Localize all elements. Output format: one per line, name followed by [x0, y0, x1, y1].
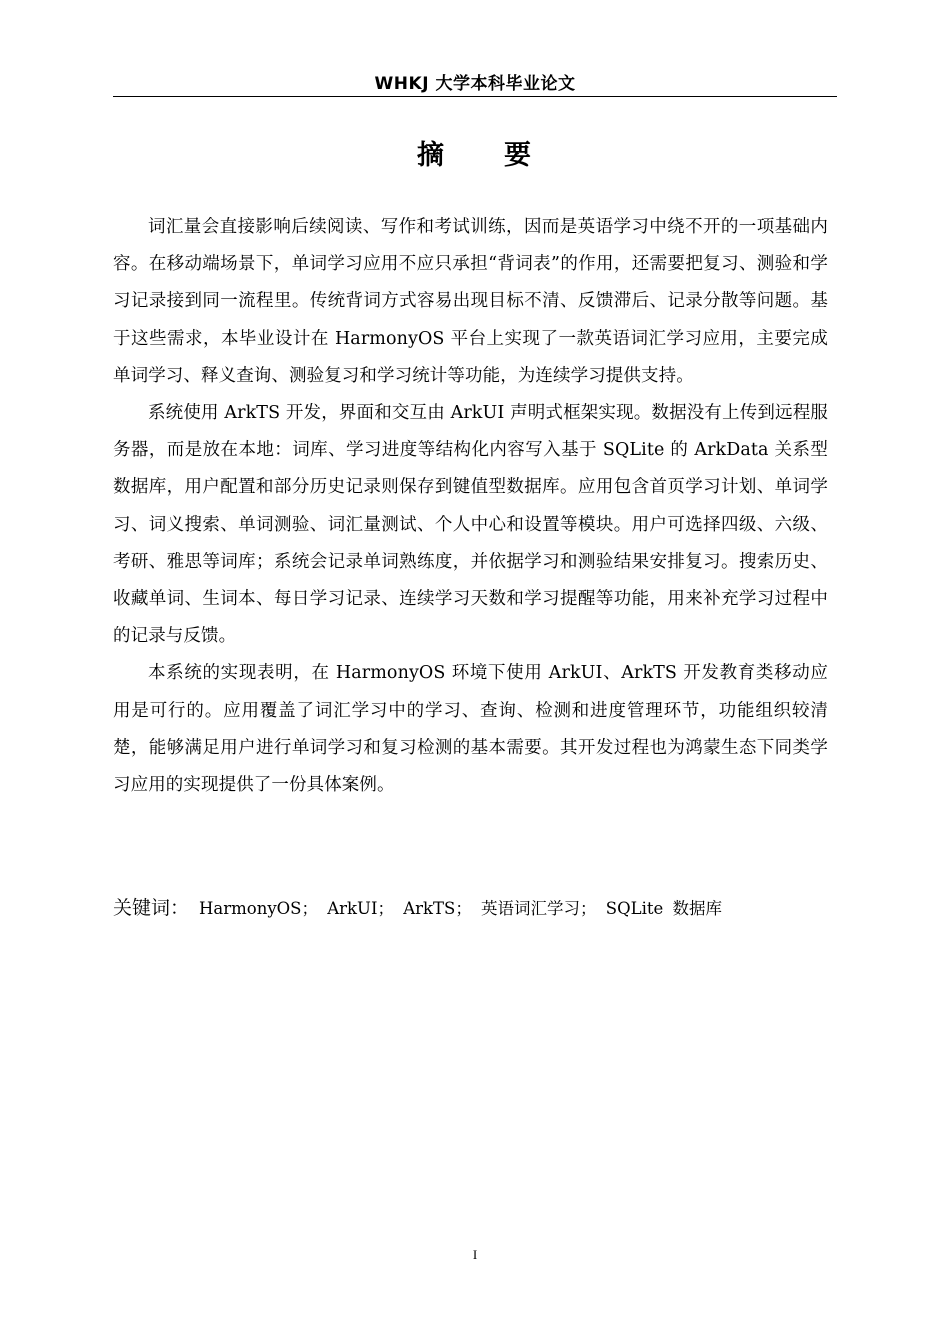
page-number: I — [472, 1247, 478, 1262]
abstract-paragraph-1: 词汇量会直接影响后续阅读、写作和考试训练，因而是英语学习中绕不开的一项基础内容。在移动端场景下，单词学习应用不应只承担“背词表”的作用，还需要把复习、测验和学习记录接到同一流程里。传统背词方式容易出现目标不清、反馈滞后、记录分散等问题。基于这些需求，本毕业设计在 HarmonyOS 平台上实现了一款英语词汇学习应用，主要完成单词学习、释义查询、测验复习和学习统计等功能，为连续学习提供支持。 — [113, 217, 828, 386]
abstract-paragraph-3: 本系统的实现表明，在 HarmonyOS 环境下使用 ArkUI、ArkTS 开发教育类移动应用是可行的。应用覆盖了词汇学习中的学习、查询、检测和进度管理环节，功能组织较清楚，能够满足用户进行单词学习和复习检测的基本需要。其开发过程也为鸿蒙生态下同类学习应用的实现提供了一份具体案例。 — [113, 663, 828, 796]
abstract-body — [113, 209, 828, 804]
page-header: WHKJ 大学本科毕业论文 — [374, 74, 576, 94]
keywords-label: 关键词： — [113, 897, 190, 919]
keywords-values: HarmonyOS； ArkUI； ArkTS； 英语词汇学习； SQLite 数据库 — [199, 899, 723, 918]
abstract-title: 摘 要 — [417, 140, 533, 171]
header-rule — [113, 96, 837, 97]
keywords-line — [113, 893, 837, 924]
abstract-paragraph-2: 系统使用 ArkTS 开发，界面和交互由 ArkUI 声明式框架实现。数据没有上传到远程服务器，而是放在本地：词库、学习进度等结构化内容写入基于 SQLite 的 ArkData 关系型数据库，用户配置和部分历史记录则保存到键值型数据库。应用包含首页学习计划、单词学习、词义搜索、单词测验、词汇量测试、个人中心和设置等模块。用户可选择四级、六级、考研、雅思等词库；系统会记录单词熟练度，并依据学习和测验结果安排复习。搜索历史、收藏单词、生词本、每日学习记录、连续学习天数和学习提醒等功能，用来补充学习过程中的记录与反馈。 — [113, 403, 828, 647]
